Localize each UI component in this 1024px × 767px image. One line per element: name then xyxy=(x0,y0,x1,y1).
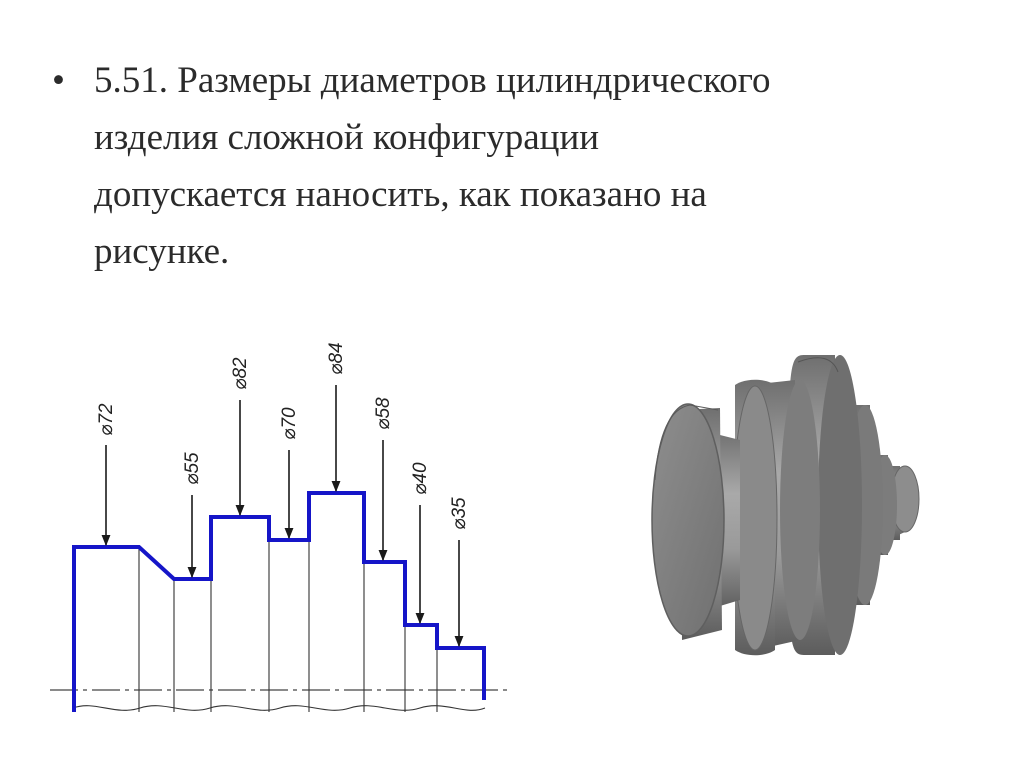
paragraph-line-4: рисунке. xyxy=(94,231,230,272)
stepped-shaft-drawing xyxy=(50,342,510,712)
part-3d-model xyxy=(652,355,919,655)
dim-label-d82: ⌀82 xyxy=(230,357,251,390)
paragraph-line-3: допускается наносить, как показано на xyxy=(94,174,707,215)
dim-label-d84: ⌀84 xyxy=(326,342,347,375)
break-line xyxy=(73,706,485,711)
dim-label-d55: ⌀55 xyxy=(182,452,203,485)
dim-label-d40: ⌀40 xyxy=(410,462,431,495)
shaft-outline xyxy=(74,493,484,712)
paragraph-line-1: 5.51. Размеры диаметров цилиндрического xyxy=(94,60,771,101)
dim-label-d72: ⌀72 xyxy=(96,403,117,436)
dim-label-d58: ⌀58 xyxy=(373,397,394,430)
step-separators xyxy=(139,493,437,712)
paragraph-line-2: изделия сложной конфигурации xyxy=(94,117,600,158)
dim-label-d70: ⌀70 xyxy=(279,407,300,440)
bullet-marker: • xyxy=(52,60,65,101)
dim-label-d35: ⌀35 xyxy=(449,497,470,530)
